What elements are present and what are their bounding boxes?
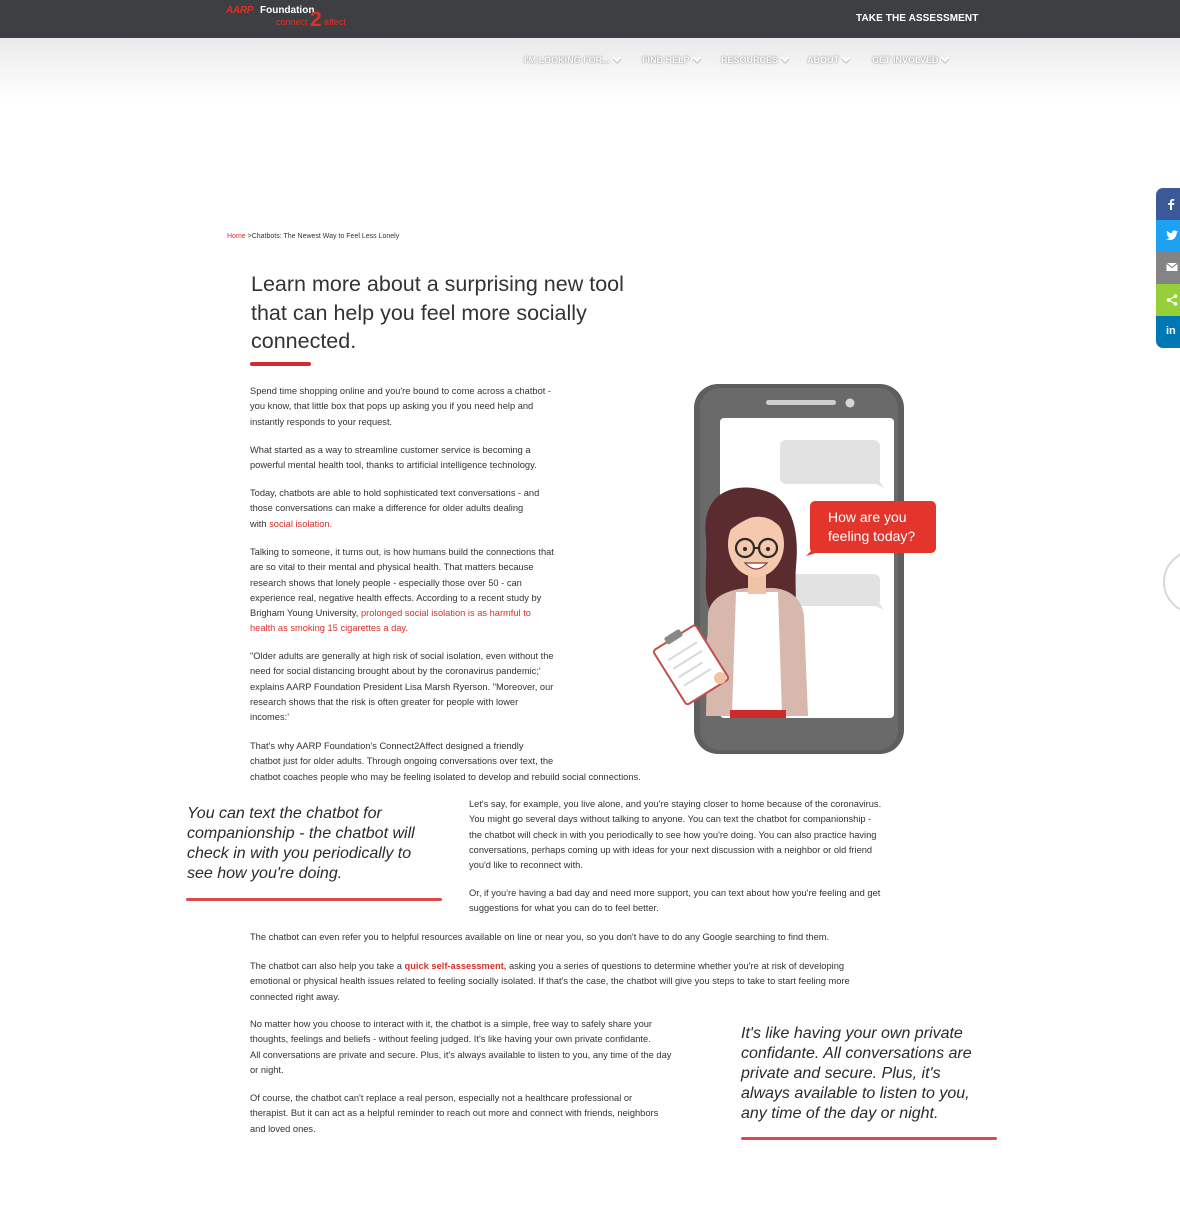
text-line: explains AARP Foundation President Lisa Marsh Ryerson. "Moreover, our [250, 681, 554, 692]
quote-line: confidante. All conversations are [741, 1045, 972, 1062]
email-icon [1166, 262, 1178, 272]
text-line: powerful mental health tool, thanks to artificial intelligence technology. [250, 460, 537, 471]
breadcrumb-current: Chatbots: The Newest Way to Feel Less Lonely [251, 233, 400, 240]
side-widget-button[interactable] [1163, 550, 1180, 614]
speech-bubble-line-2: feeling today? [828, 528, 916, 544]
chevron-down-icon [692, 54, 700, 62]
title-line: Learn more about a surprising new tool [251, 272, 624, 296]
nav-item-label: GET INVOLVED [872, 55, 939, 65]
quote-line: any time of the day or night. [741, 1105, 939, 1122]
text-line: need for social distancing brought about by the coronavirus pandemic;' [250, 666, 541, 677]
logo-two-text: 2 [310, 8, 322, 31]
share-icon [1166, 294, 1178, 306]
title-line: connected. [251, 329, 357, 353]
text-line: suggestions for what you can do to feel better. [469, 903, 659, 914]
aarp-connect2affect-logo[interactable] [226, 4, 356, 34]
isolation-study-link[interactable]: prolonged social isolation is as harmful to [360, 608, 531, 619]
text-line: conversations, perhaps coming up with ideas for your next discussion with a neighbor or old friend [469, 844, 873, 855]
article-paragraph-2 [250, 443, 630, 474]
text-line: research shows that the risk is often greater for people with lower [250, 696, 519, 707]
text-line: asking you a series of questions to determine whether you're at risk of developing [506, 961, 845, 971]
text-line: incomes:' [250, 712, 289, 723]
article-paragraph-1 [250, 384, 630, 430]
chevron-down-icon [941, 54, 949, 62]
breadcrumb-separator: > [247, 233, 252, 240]
text-line: That's why AARP Foundation's Connect2Affect designed a friendly [250, 741, 524, 751]
chevron-down-icon [781, 54, 789, 62]
twitter-icon [1166, 230, 1178, 241]
article-paragraph-7 [469, 797, 939, 873]
text-line: you'd like to reconnect with. [469, 860, 583, 871]
chat-bubble-gray [780, 440, 880, 484]
quote-line: It's like having your own private [741, 1025, 963, 1042]
text-line: What started as a way to streamline customer service is becoming a [250, 445, 531, 455]
article-paragraph-10 [250, 959, 940, 1005]
text-line: thoughts, feelings and beliefs - without feeling judged. It's like having your own private confidante. [250, 1034, 651, 1045]
logo-connect-text: connect [276, 17, 308, 27]
text-line: instantly responds to your request. [250, 416, 393, 427]
text-line: You might go several days without talking to anyone. You can text the chatbot for companionship - [469, 814, 872, 825]
text-line: Spend time shopping online and you're bound to come across a chatbot - [250, 386, 552, 396]
page-title [251, 270, 671, 356]
chatbot-phone-illustration [650, 378, 950, 760]
text-line: are so vital to their mental and physical health. That matters because [250, 562, 534, 573]
article-paragraph-11 [250, 1017, 725, 1078]
quick-self-assessment-link[interactable]: quick self-assessment, [404, 961, 507, 971]
quote-line: You can text the chatbot for [187, 805, 382, 822]
text-line: those conversations can make a difference for older adults dealing [250, 503, 524, 514]
quote-line: companionship - the chatbot will [187, 825, 415, 842]
facebook-icon [1166, 198, 1176, 210]
text-line: research shows that lonely people - especially those over 50 - can [250, 577, 522, 588]
text-line: and loved ones. [250, 1123, 316, 1134]
pull-quote-1 [187, 804, 457, 884]
breadcrumb-home-link[interactable]: Home [227, 233, 246, 240]
share-email-button[interactable] [1156, 252, 1180, 284]
text-line: connected right away. [250, 991, 340, 1002]
text-line: the chatbot will check in with you periodically to see how you're doing. You can also practice having [469, 829, 877, 840]
nav-item-find-help[interactable] [642, 55, 700, 65]
quote-line: check in with you periodically to [187, 845, 412, 862]
text-line: The chatbot can also help you take a [250, 961, 405, 971]
title-accent-rule [250, 362, 311, 366]
phone-camera [846, 399, 855, 408]
isolation-study-link-continued[interactable]: health as smoking 15 cigarettes a day. [250, 623, 408, 634]
text-line: The chatbot can even refer you to helpful resources available on line or near you, so you don't have to do any Google searching to find them. [250, 932, 830, 942]
nav-item-get-involved[interactable] [872, 55, 948, 65]
title-line: that can help you feel more socially [251, 300, 587, 325]
woman-belt [730, 710, 786, 718]
phone-speaker [766, 400, 836, 405]
quote-line: private and secure. Plus, it's [741, 1065, 941, 1082]
top-bar [0, 0, 1180, 38]
text-line: Let's say, for example, you live alone, and you're staying closer to home because of the coronavirus. [469, 799, 882, 809]
pull-quote-2 [741, 1024, 1001, 1124]
article-paragraph-12 [250, 1091, 725, 1137]
text-line: with [250, 518, 270, 529]
quote-line: always available to listen to you, [741, 1085, 970, 1102]
share-facebook-button[interactable] [1156, 188, 1180, 220]
nav-item-about[interactable] [807, 55, 849, 65]
nav-item-im-looking-for[interactable] [524, 55, 620, 65]
text-line: No matter how you choose to interact with it, the chatbot is a simple, free way to safely share your [250, 1019, 653, 1029]
social-isolation-link[interactable]: social isolation. [269, 518, 333, 529]
text-line: emotional or physical health issues related to feeling socially isolated. If that's the case, the chatbot will give you steps to take to start feeling more [250, 976, 850, 987]
quote-line: see how you're doing. [187, 865, 343, 882]
nav-item-label: FIND HELP [642, 55, 690, 65]
logo-foundation-text: Foundation [260, 5, 315, 16]
text-line: experience real, negative health effects. According to a recent study by [250, 592, 542, 603]
text-line: Or, if you're having a bad day and need more support, you can text about how you're feeling and get [469, 888, 881, 898]
chevron-down-icon [612, 54, 620, 62]
text-line: All conversations are private and secure. Plus, it's always available to listen to you, any time of the day [250, 1049, 672, 1060]
text-line: Today, chatbots are able to hold sophisticated text conversations - and [250, 488, 540, 498]
article-paragraph-6 [250, 739, 710, 785]
text-line: Of course, the chatbot can't replace a real person, especially not a healthcare professional or [250, 1093, 633, 1103]
speech-bubble-line-1: How are you [828, 509, 907, 525]
chevron-down-icon [842, 54, 850, 62]
text-line: therapist. But it can act as a helpful reminder to reach out more and connect with friends, neighbors [250, 1108, 659, 1119]
share-twitter-button[interactable] [1156, 220, 1180, 252]
share-more-button[interactable] [1156, 284, 1180, 316]
text-line: Talking to someone, it turns out, is how humans build the connections that [250, 547, 554, 557]
nav-band [0, 38, 1180, 100]
article-paragraph-3 [250, 486, 630, 532]
nav-item-label: RESOURCES [721, 55, 779, 65]
text-line: you know, that little box that pops up asking you if you need help and [250, 401, 534, 412]
linkedin-icon: in [1166, 325, 1176, 337]
logo-affect-text: affect [324, 17, 346, 27]
text-line: or night. [250, 1064, 284, 1075]
article-paragraph-4 [250, 545, 630, 637]
text-line: chatbot coaches people who may be feeling isolated to develop and rebuild social connections. [250, 771, 641, 782]
article-paragraph-9 [250, 930, 940, 945]
text-line: Brigham Young University, [250, 608, 361, 619]
article-paragraph-8 [469, 886, 939, 917]
pull-quote-1-rule [186, 898, 442, 901]
nav-item-label: ABOUT [807, 55, 839, 65]
nav-item-label: I'M LOOKING FOR... [524, 55, 610, 65]
nav-item-resources[interactable] [721, 55, 788, 65]
share-linkedin-button[interactable] [1156, 316, 1180, 348]
take-assessment-link[interactable]: TAKE THE ASSESSMENT [856, 13, 979, 24]
text-line: chatbot just for older adults. Through ongoing conversations over text, the [250, 756, 554, 767]
pull-quote-2-rule [741, 1137, 997, 1140]
logo-aarp-text: AARP [226, 5, 254, 16]
article-paragraph-5 [250, 649, 630, 725]
text-line: "Older adults are generally at high risk of social isolation, even without the [250, 651, 554, 661]
breadcrumb [227, 233, 399, 240]
